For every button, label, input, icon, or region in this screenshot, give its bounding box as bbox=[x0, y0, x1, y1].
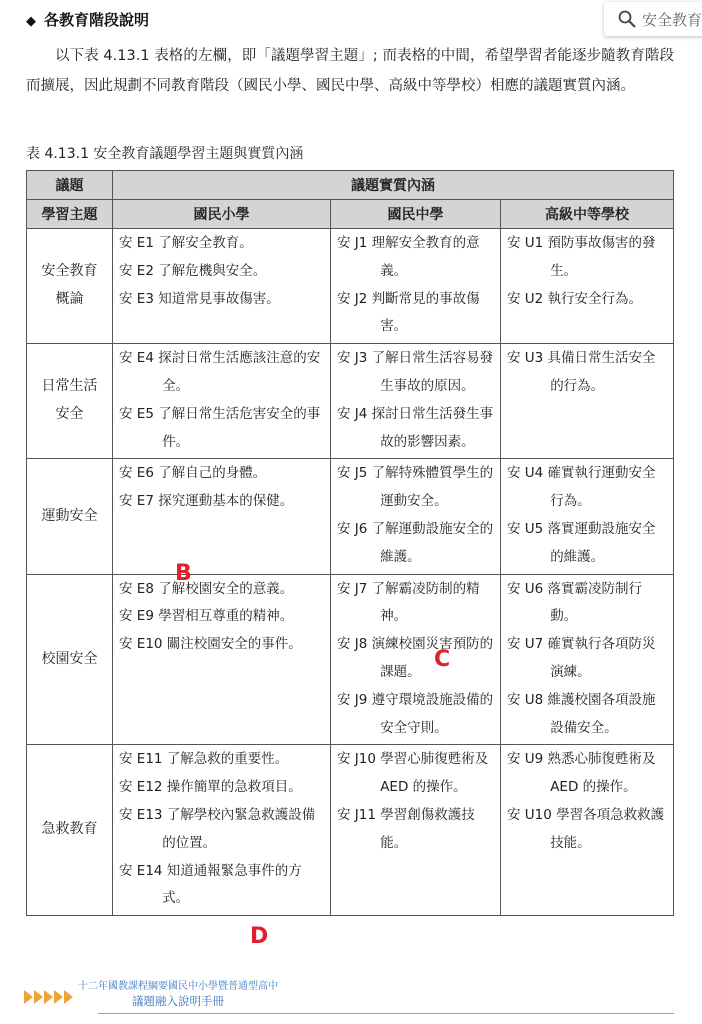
header-topic-2: 學習主題 bbox=[27, 200, 113, 229]
list-item: 安 E13 了解學校內緊急救護設備的位置。 bbox=[119, 806, 316, 851]
cell-elementary bbox=[113, 229, 331, 344]
list-item: 安 U1 預防事故傷害的發生。 bbox=[507, 235, 656, 279]
table-row bbox=[27, 745, 674, 916]
header-junior: 國民中學 bbox=[331, 200, 501, 229]
list-item: 安 E8 了解校園安全的意義。 bbox=[119, 580, 294, 597]
cell-junior bbox=[331, 229, 501, 344]
content-table bbox=[26, 170, 674, 916]
list-item: 安 J3 了解日常生活容易發生事故的原因。 bbox=[337, 350, 494, 394]
list-item: 安 E10 關注校園安全的事件。 bbox=[119, 636, 302, 653]
list-item: 安 J10 學習心肺復甦術及 AED 的操作。 bbox=[337, 751, 489, 796]
header-senior: 高級中等學校 bbox=[501, 200, 674, 229]
table-row bbox=[27, 574, 674, 745]
topic-cell bbox=[27, 745, 113, 916]
footer-line1: 十二年國教課程綱要國民中小學暨普通型高中 bbox=[78, 981, 278, 992]
list-item: 安 J5 了解特殊體質學生的運動安全。 bbox=[337, 465, 494, 510]
topic-cell bbox=[27, 229, 113, 344]
search-box[interactable] bbox=[604, 2, 702, 36]
topic-label: 概論 bbox=[55, 291, 84, 308]
list-item: 安 J4 探討日常生活發生事故的影響因素。 bbox=[337, 405, 494, 450]
list-item: 安 J1 理解安全教育的意義。 bbox=[337, 235, 480, 279]
footer-line2: 議題融入說明手冊 bbox=[132, 994, 224, 1008]
list-item: 安 E2 了解危機與安全。 bbox=[119, 262, 267, 279]
cell-junior bbox=[331, 344, 501, 459]
topic-cell bbox=[27, 344, 113, 459]
list-item: 安 U4 確實執行運動安全行為。 bbox=[507, 465, 656, 510]
list-item: 安 U9 熟悉心肺復甦術及 AED 的操作。 bbox=[507, 751, 656, 796]
list-item: 安 E14 知道通報緊急事件的方式。 bbox=[119, 862, 302, 907]
topic-label: 日常生活 bbox=[41, 378, 98, 395]
table-caption: 表 4.13.1 安全教育議題學習主題與實質內涵 bbox=[26, 146, 304, 162]
footer-rule bbox=[98, 1013, 674, 1014]
topic-label: 運動安全 bbox=[41, 507, 98, 524]
header-content: 議題實質內涵 bbox=[113, 171, 674, 200]
table-row bbox=[27, 459, 674, 574]
list-item: 安 U5 落實運動設施安全的維護。 bbox=[507, 520, 656, 565]
list-item: 安 E5 了解日常生活危害安全的事件。 bbox=[119, 405, 321, 450]
topic-cell bbox=[27, 574, 113, 745]
list-item: 安 U10 學習各項急救救護技能。 bbox=[507, 806, 665, 851]
header-topic-1: 議題 bbox=[27, 171, 113, 200]
annotation-d: D bbox=[250, 924, 269, 949]
list-item: 安 E3 知道常見事故傷害。 bbox=[119, 290, 280, 307]
list-item: 安 U7 確實執行各項防災演練。 bbox=[507, 636, 656, 680]
topic-label: 安全教育 bbox=[41, 263, 98, 280]
list-item: 安 U3 具備日常生活安全的行為。 bbox=[507, 350, 656, 394]
cell-senior bbox=[501, 745, 674, 916]
section-heading bbox=[26, 9, 149, 30]
table-row bbox=[27, 344, 674, 459]
list-item: 安 U8 維護校園各項設施設備安全。 bbox=[507, 691, 656, 736]
cell-senior bbox=[501, 344, 674, 459]
annotation-c: C bbox=[434, 647, 451, 672]
list-item: 安 E7 探究運動基本的保健。 bbox=[119, 493, 294, 510]
list-item: 安 U2 執行安全行為。 bbox=[507, 290, 643, 307]
cell-elementary bbox=[113, 459, 331, 574]
cell-senior bbox=[501, 229, 674, 344]
cell-elementary bbox=[113, 574, 331, 745]
list-item: 安 E9 學習相互尊重的精神。 bbox=[119, 608, 294, 625]
footer-arrows-icon bbox=[24, 990, 74, 1004]
list-item: 安 E1 了解安全教育。 bbox=[119, 235, 253, 251]
list-item: 安 E11 了解急救的重要性。 bbox=[119, 751, 289, 768]
cell-senior bbox=[501, 574, 674, 745]
list-item: 安 J8 演練校園災害預防的課題。 bbox=[337, 636, 494, 680]
list-item: 安 E6 了解自己的身體。 bbox=[119, 465, 267, 482]
intro-paragraph: 以下表 4.13.1 表格的左欄，即「議題學習主題」; 而表格的中間，希望學習者能逐步隨教育階段而擴展，因此規劃不同教育階段（國民小學、國民中學、高級中等學校）相應的議題實質內涵。 bbox=[26, 48, 674, 94]
cell-junior bbox=[331, 745, 501, 916]
topic-cell bbox=[27, 459, 113, 574]
header-elementary: 國民小學 bbox=[113, 200, 331, 229]
cell-junior bbox=[331, 574, 501, 745]
section-title: 各教育階段說明 bbox=[44, 11, 150, 29]
cell-senior bbox=[501, 459, 674, 574]
list-item: 安 J7 了解霸凌防制的精神。 bbox=[337, 580, 480, 625]
search-text: 安全教育 bbox=[642, 10, 702, 29]
cell-junior bbox=[331, 459, 501, 574]
table-row bbox=[27, 229, 674, 344]
list-item: 安 J6 了解運動設施安全的維護。 bbox=[337, 520, 494, 565]
diamond-bullet-icon: ◆ bbox=[26, 14, 36, 29]
table-body bbox=[27, 229, 674, 916]
annotation-b: B bbox=[175, 561, 192, 586]
topic-label: 校園安全 bbox=[41, 650, 98, 667]
topic-label: 安全 bbox=[55, 406, 84, 423]
list-item: 安 J9 遵守環境設施設備的安全守則。 bbox=[337, 691, 494, 736]
list-item: 安 E12 操作簡單的急救項目。 bbox=[119, 779, 302, 796]
list-item: 安 E4 探討日常生活應該注意的安全。 bbox=[119, 350, 321, 394]
cell-elementary bbox=[113, 745, 331, 916]
list-item: 安 J11 學習創傷救護技能。 bbox=[337, 806, 475, 851]
list-item: 安 U6 落實霸凌防制行動。 bbox=[507, 580, 643, 625]
cell-elementary bbox=[113, 344, 331, 459]
list-item: 安 J2 判斷常見的事故傷害。 bbox=[337, 290, 480, 335]
search-icon bbox=[618, 10, 636, 28]
topic-label: 急救教育 bbox=[41, 821, 98, 838]
